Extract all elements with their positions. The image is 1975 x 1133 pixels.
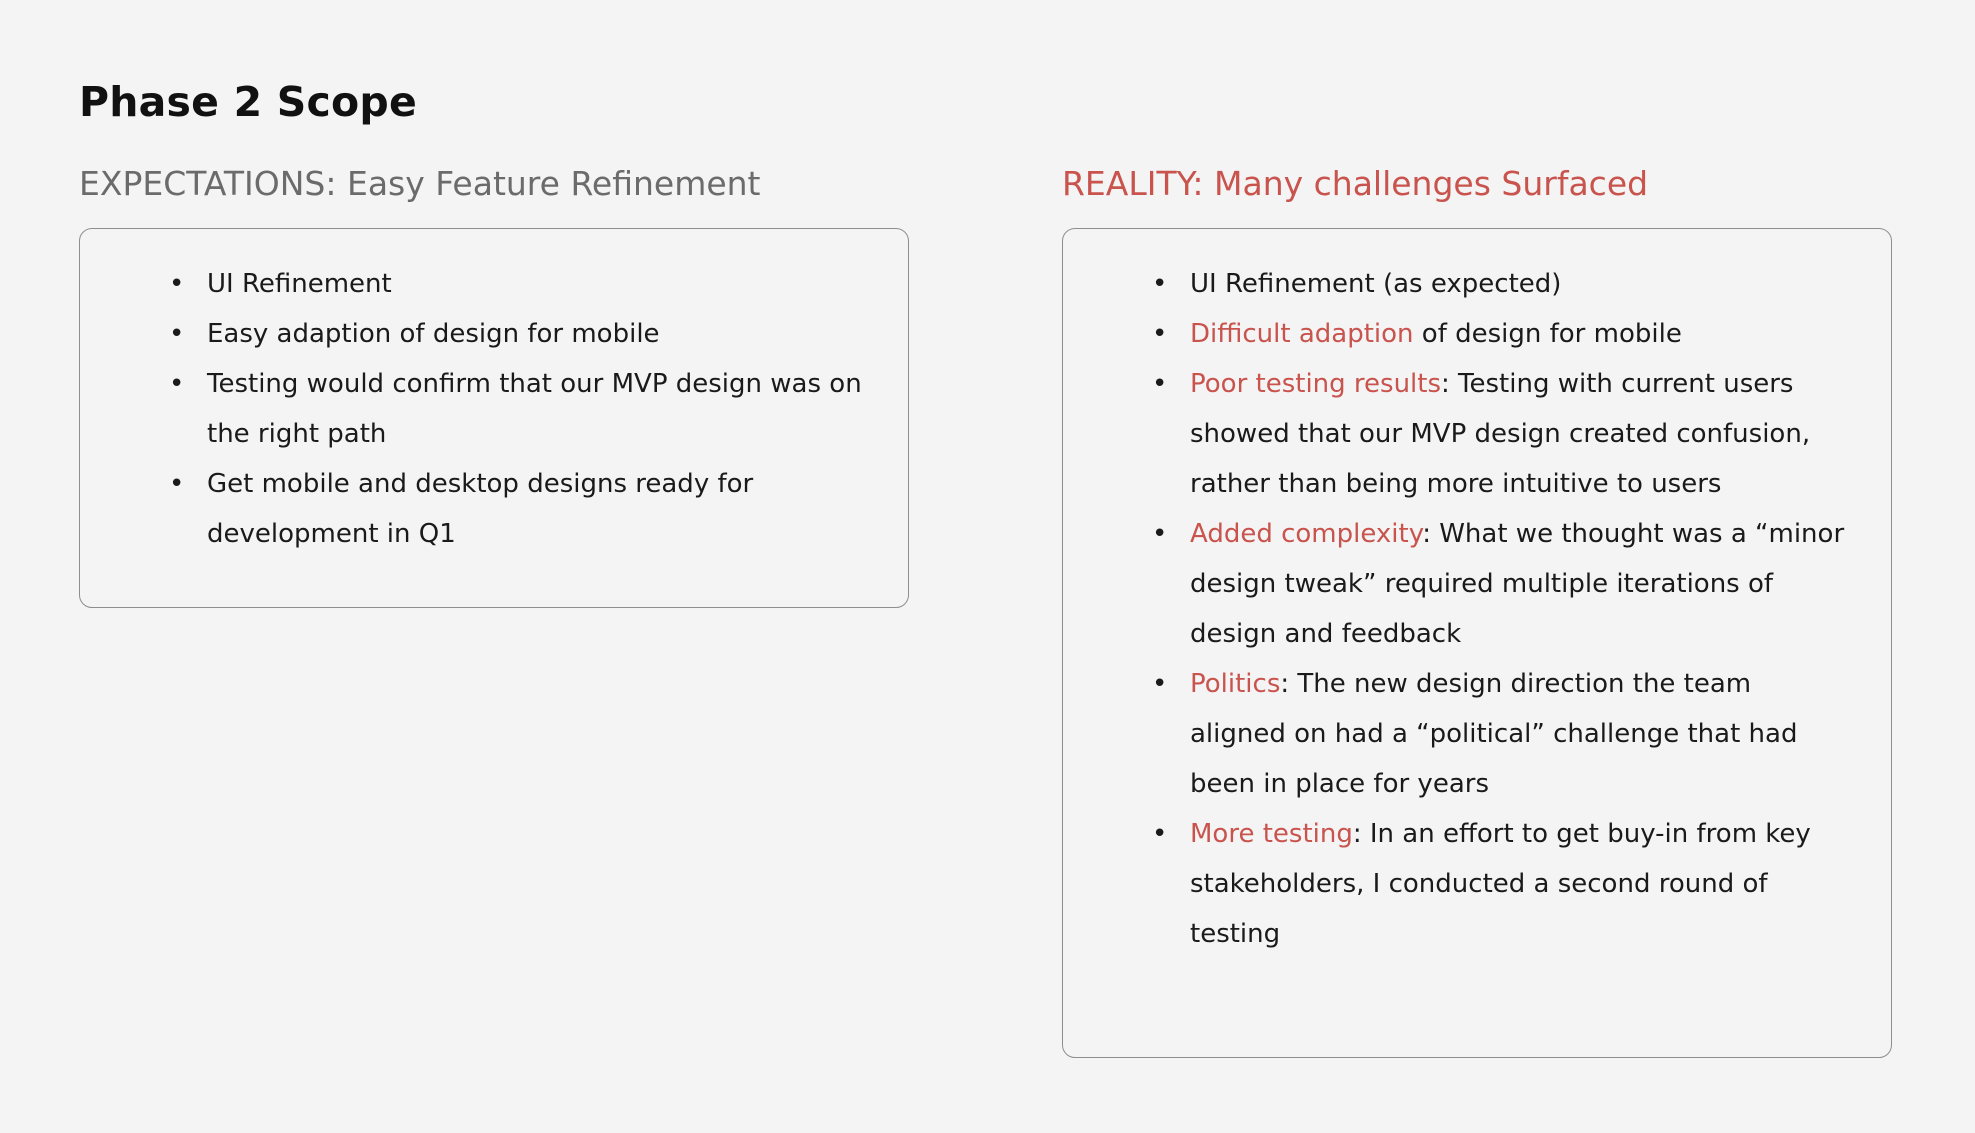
list-item-highlight: Added complexity [1190, 519, 1423, 549]
list-item-highlight: More testing [1190, 819, 1353, 849]
list-item-text: Testing would confirm that our MVP design was on the right path [207, 369, 862, 449]
list-item [1152, 809, 1851, 959]
bullet-icon: • [1152, 519, 1168, 549]
expectations-list [80, 259, 868, 559]
list-item-highlight: Politics [1190, 669, 1281, 699]
bullet-icon: • [1152, 269, 1168, 299]
expectations-heading: EXPECTATIONS: Easy Feature Refinement [79, 164, 761, 203]
bullet-icon: • [1152, 319, 1168, 349]
reality-list [1063, 259, 1851, 959]
list-item [1152, 259, 1851, 309]
list-item [169, 309, 868, 359]
list-item-text: Easy adaption of design for mobile [207, 319, 660, 349]
list-item [1152, 659, 1851, 809]
list-item-text: UI Refinement (as expected) [1190, 269, 1562, 299]
expectations-column [79, 160, 909, 608]
list-item-text: of design for mobile [1413, 319, 1682, 349]
list-item-text: : In an effort to get buy-in from key stakeholders, I conducted a second round of testing [1190, 819, 1811, 949]
bullet-icon: • [1152, 669, 1168, 699]
bullet-icon: • [169, 319, 185, 349]
bullet-icon: • [169, 469, 185, 499]
list-item [1152, 509, 1851, 659]
list-item-text: UI Refinement [207, 269, 392, 299]
list-item-highlight: Difficult adaption [1190, 319, 1414, 349]
list-item [1152, 359, 1851, 509]
list-item [169, 459, 868, 559]
list-item-text: : The new design direction the team aligned on had a “political” challenge that had been in place for years [1190, 669, 1798, 799]
bullet-icon: • [1152, 369, 1168, 399]
reality-heading: REALITY: Many challenges Surfaced [1062, 164, 1649, 203]
list-item [169, 259, 868, 309]
list-item-text: : What we thought was a “minor design tweak” required multiple iterations of design and feedback [1190, 519, 1845, 649]
bullet-icon: • [169, 369, 185, 399]
list-item-text: Get mobile and desktop designs ready for development in Q1 [207, 469, 754, 549]
list-item-text: : Testing with current users showed that our MVP design created confusion, rather than being more intuitive to users [1190, 369, 1811, 499]
reality-column [1062, 160, 1892, 1058]
bullet-icon: • [169, 269, 185, 299]
expectations-card [79, 228, 909, 608]
bullet-icon: • [1152, 819, 1168, 849]
list-item [169, 359, 868, 459]
page-title: Phase 2 Scope [79, 78, 417, 126]
reality-card [1062, 228, 1892, 1058]
list-item [1152, 309, 1851, 359]
list-item-highlight: Poor testing results [1190, 369, 1442, 399]
